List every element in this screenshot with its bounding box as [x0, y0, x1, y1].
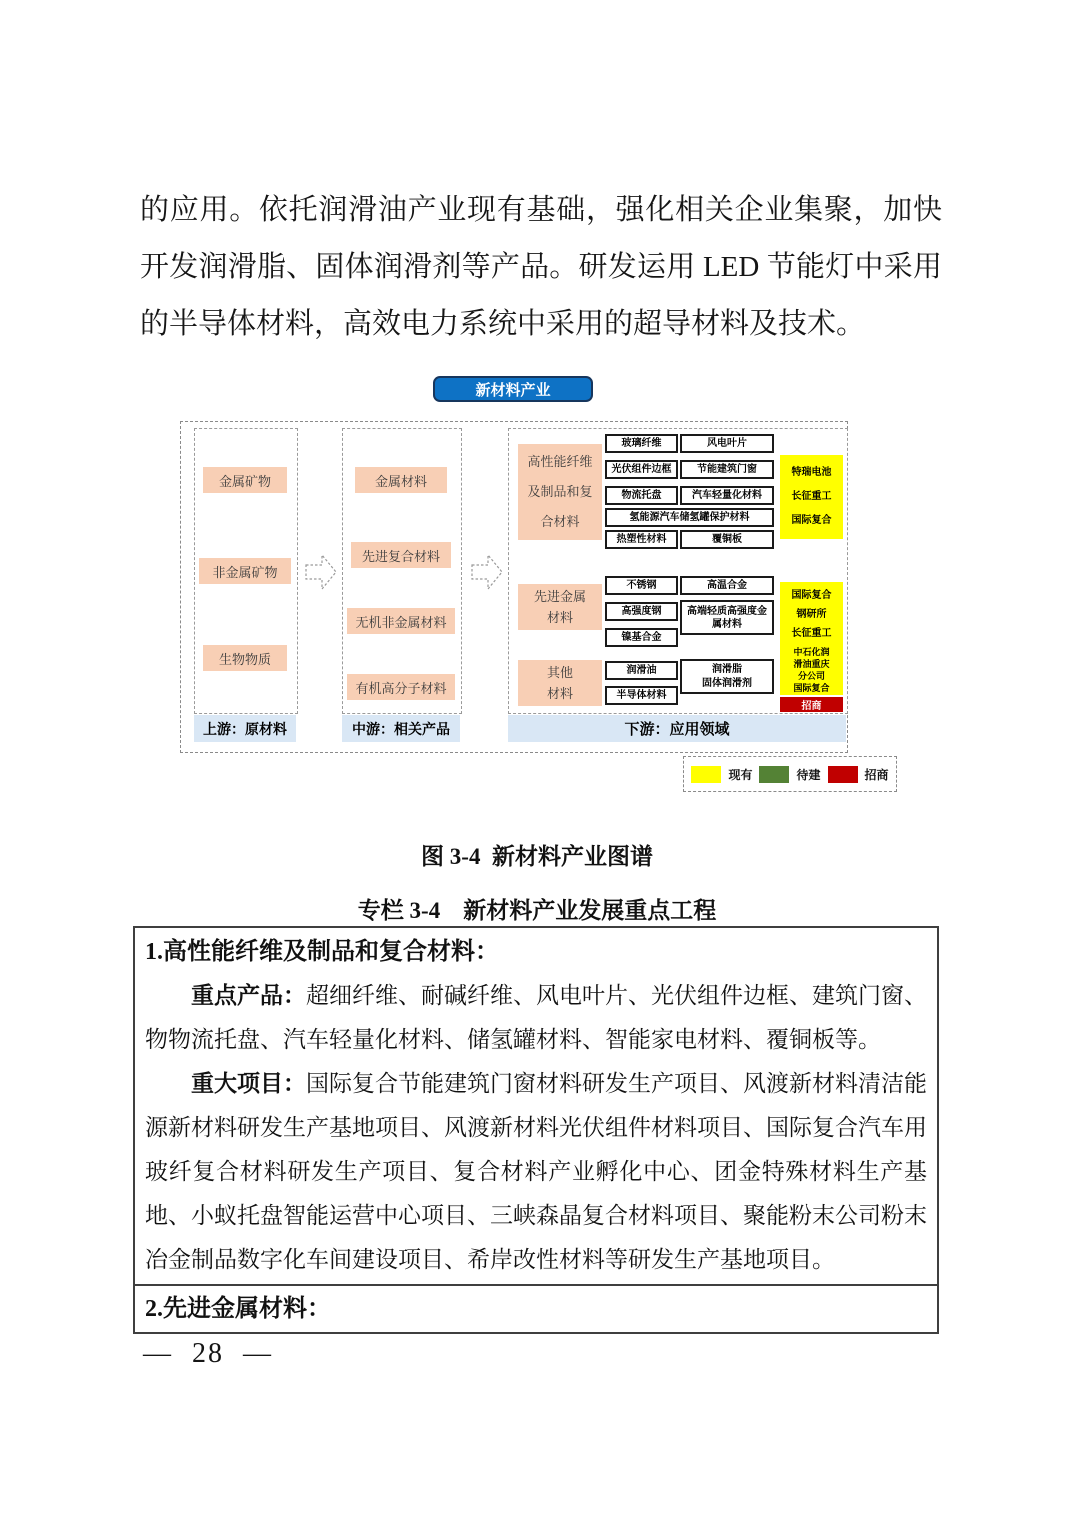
key-products-paragraph: [145, 974, 927, 1062]
figure-caption: 图 3-4 新材料产业图谱: [421, 844, 653, 869]
upstream-label: 上游：原材料: [194, 715, 296, 742]
intro-paragraph: 的应用。依托润滑油产业现有基础，强化相关企业集聚，加快开发润滑脂、固体润滑剂等产品。研发运用 LED 节能灯中采用的半导体材料，高效电力系统中采用的超导材料及技术。: [140, 194, 942, 340]
page-number: — 28 —: [143, 1338, 273, 1369]
upstream-item: 生物物质: [203, 645, 287, 671]
key-products-label: 重点产品：: [191, 983, 306, 1008]
legend-recruiting-label: 招商: [864, 767, 889, 782]
flow-arrow-icon: [304, 552, 338, 597]
category-advanced-metal: 先进金属 材料: [518, 584, 602, 630]
major-projects-paragraph: [145, 1062, 927, 1282]
midstream-item: 金属材料: [355, 467, 447, 493]
app-box: 光伏组件边框: [605, 460, 678, 479]
legend-planned-label: 待建: [796, 767, 821, 782]
app-box: 润滑油: [605, 661, 678, 680]
panel-title: 专栏 3-4 新材料产业发展重点工程: [357, 898, 717, 923]
company-box-existing: 国际复合 钢研所 长征重工: [780, 582, 843, 646]
app-box: 物流托盘: [605, 486, 678, 505]
diagram-title: 新材料产业: [433, 376, 593, 402]
panel-section2-heading: 2.先进金属材料：: [145, 1296, 331, 1322]
midstream-label: 中游：相关产品: [342, 715, 460, 742]
panel-section1-heading: 1.高性能纤维及制品和复合材料：: [145, 939, 499, 965]
midstream-item: 无机非金属材料: [347, 608, 455, 634]
app-box: 高强度钢: [605, 602, 678, 621]
flow-arrow-icon: [470, 552, 504, 597]
upstream-item: 金属矿物: [203, 467, 287, 493]
app-box: 热塑性材料: [605, 530, 678, 549]
recruiting-box: 招商: [780, 697, 843, 712]
app-box: 风电叶片: [680, 434, 774, 453]
key-products-text: 超细纤维、耐碱纤维、风电叶片、光伏组件边框、建筑门窗、物物流托盘、汽车轻量化材料、储氢罐材料、智能家电材料、覆铜板等。: [145, 983, 927, 1052]
midstream-item: 先进复合材料: [351, 542, 451, 568]
app-box-wide: 氢能源汽车储氢罐保护材料: [605, 508, 774, 527]
major-projects-text: 国际复合节能建筑门窗材料研发生产项目、风渡新材料清洁能源新材料研发生产基地项目、风渡新材料光伏组件材料项目、国际复合汽车用玻纤复合材料研发生产项目、复合材料产业孵化中心、团金特殊材料生产基地、小蚁托盘智能运营中心项目、三峡森晶复合材料项目、聚能粉末公司粉末冶金制品数字化车间建设项目、希岸改性材料等研发生产基地项目。: [145, 1071, 927, 1272]
app-box: 高温合金: [680, 576, 774, 595]
company-box-existing: 中石化润 滑油重庆 分公司 国际复合: [780, 645, 843, 695]
industry-diagram: [178, 374, 898, 798]
key-projects-panel: [133, 926, 939, 1334]
midstream-item: 有机高分子材料: [347, 674, 455, 700]
upstream-item: 非金属矿物: [199, 558, 291, 584]
app-box: 半导体材料: [605, 686, 678, 705]
app-box: 覆铜板: [680, 530, 774, 549]
major-projects-label: 重大项目：: [191, 1071, 306, 1096]
diagram-legend: [683, 756, 897, 792]
legend-planned-swatch: [759, 766, 789, 783]
company-box-existing: 特瑞电池 长征重工 国际复合: [780, 455, 843, 539]
app-box: 节能建筑门窗: [680, 460, 774, 479]
downstream-label: 下游：应用领域: [508, 715, 846, 742]
app-box: 汽车轻量化材料: [680, 486, 774, 505]
app-box-tall: 润滑脂 固体润滑剂: [680, 659, 774, 694]
app-box: 不锈钢: [605, 576, 678, 595]
app-box: 镍基合金: [605, 628, 678, 647]
legend-recruiting-swatch: [828, 766, 858, 783]
app-box-tall: 高端轻质高强度金属材料: [680, 600, 774, 635]
app-box: 玻璃纤维: [605, 434, 678, 453]
legend-existing-swatch: [691, 766, 721, 783]
category-fiber-composites: 高性能纤维 及制品和复 合材料: [518, 444, 602, 540]
category-other-materials: 其他 材料: [518, 660, 602, 706]
legend-existing-label: 现有: [728, 767, 753, 782]
